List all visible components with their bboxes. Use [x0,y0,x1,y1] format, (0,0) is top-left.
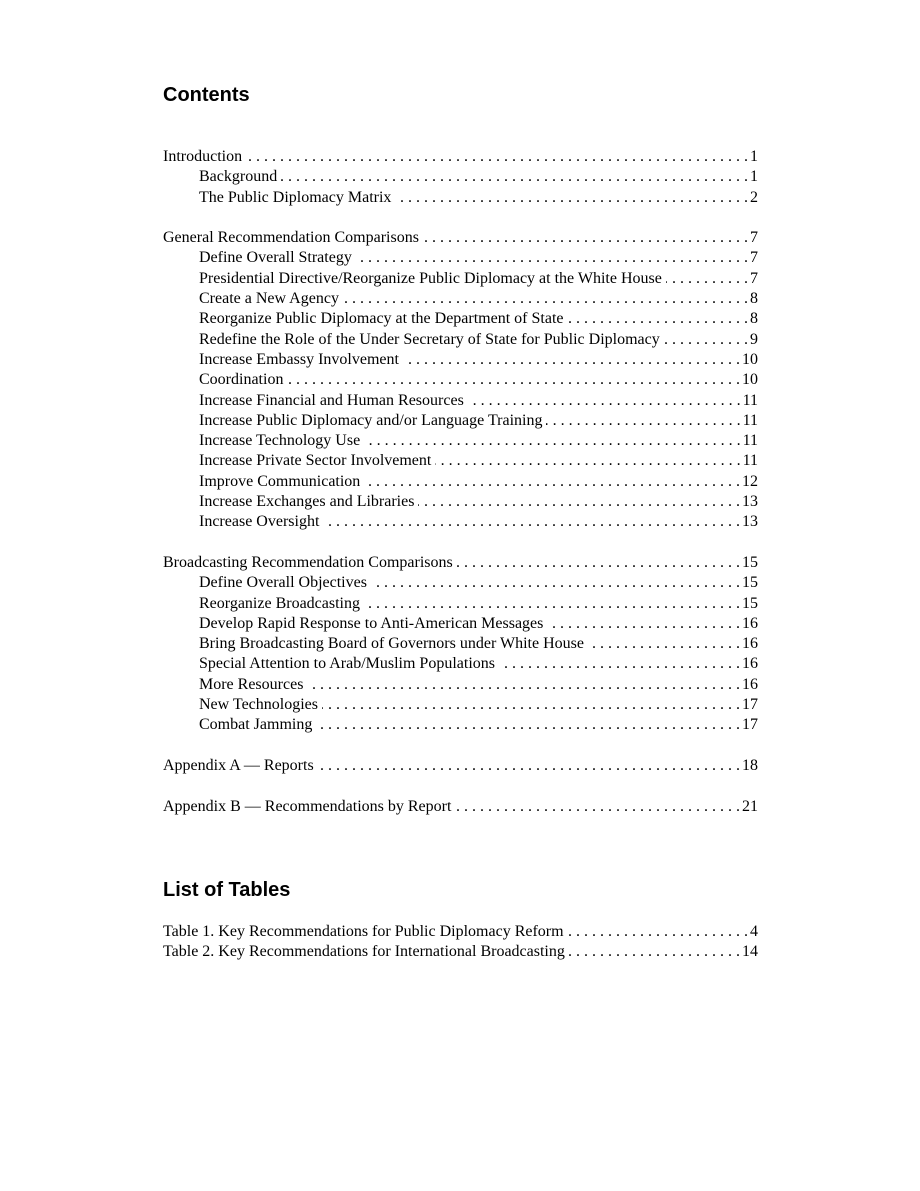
dot-leader [287,370,740,390]
toc-entry-label: Reorganize Broadcasting [199,594,360,612]
toc-entry-page-number: 8 [750,290,758,308]
toc-subentry[interactable] [163,431,758,451]
toc-group [163,756,758,776]
toc-subentry[interactable] [163,248,758,268]
toc-subentry[interactable] [163,167,758,187]
toc-entry-page-number: 13 [742,513,758,531]
toc-entry-label: Table 2. Key Recommendations for International Broadcasting [163,943,565,961]
toc-subentry[interactable] [163,492,758,512]
toc-entry-page-number: 16 [742,655,758,673]
toc-entry-page-number: 7 [750,229,758,247]
dot-leader [371,573,740,593]
toc-subentry[interactable] [163,594,758,614]
toc-entry[interactable] [163,797,758,817]
toc-subentry[interactable] [163,695,758,715]
dot-leader [418,492,740,512]
toc-entry-label: Increase Exchanges and Libraries [199,493,415,511]
contents-list [163,147,758,837]
toc-subentry[interactable] [163,391,758,411]
toc-entry-label: Define Overall Strategy [199,249,352,267]
toc-entry-page-number: 16 [742,675,758,693]
toc-entry-page-number: 10 [742,350,758,368]
toc-entry-label: Appendix B — Recommendations by Report [163,797,452,815]
table-list-entry[interactable] [163,942,758,962]
dot-leader [364,472,740,492]
toc-entry-page-number: 15 [742,594,758,612]
toc-entry-page-number: 10 [742,371,758,389]
toc-subentry[interactable] [163,269,758,289]
dot-leader [468,391,741,411]
dot-leader [343,289,748,309]
toc-subentry[interactable] [163,654,758,674]
dot-leader [318,756,740,776]
toc-entry-label: Special Attention to Arab/Muslim Populations [199,655,495,673]
toc-entry-label: Bring Broadcasting Board of Governors under White House [199,635,584,653]
toc-entry[interactable] [163,553,758,573]
dot-leader [499,654,740,674]
dot-leader [423,228,748,248]
toc-entry-page-number: 18 [742,756,758,774]
toc-subentry[interactable] [163,614,758,634]
toc-entry-page-number: 21 [742,797,758,815]
dot-leader [435,451,740,471]
toc-entry-label: Broadcasting Recommendation Comparisons [163,553,453,571]
toc-subentry[interactable] [163,573,758,593]
toc-subentry[interactable] [163,411,758,431]
toc-entry-page-number: 17 [742,696,758,714]
toc-entry-label: Table 1. Key Recommendations for Public Diplomacy Reform [163,923,564,940]
toc-entry-label: Appendix A — Reports [163,756,314,774]
toc-entry-label: The Public Diplomacy Matrix [199,188,392,206]
dot-leader [567,309,748,329]
toc-entry-page-number: 16 [742,614,758,632]
toc-entry-label: Background [199,168,278,186]
dot-leader [568,922,748,942]
toc-subentry[interactable] [163,512,758,532]
toc-entry-label: Increase Oversight [199,513,320,531]
toc-subentry[interactable] [163,634,758,654]
dot-leader [316,715,740,735]
toc-entry-label: More Resources [199,675,304,693]
dot-leader [281,167,748,187]
toc-entry-label: Increase Private Sector Involvement [199,452,432,470]
dot-leader [588,634,740,654]
toc-entry-page-number: 13 [742,493,758,511]
dot-leader [307,675,740,695]
toc-entry-page-number: 8 [750,310,758,328]
toc-entry-label: Increase Financial and Human Resources [199,391,464,409]
dot-leader [666,269,748,289]
toc-subentry[interactable] [163,675,758,695]
toc-entry-label: New Technologies [199,696,318,714]
table-list-entry[interactable] [163,922,758,942]
toc-entry[interactable] [163,147,758,167]
toc-entry-page-number: 11 [742,432,758,450]
toc-entry-label: Introduction [163,148,243,165]
toc-entry-page-number: 2 [750,188,758,206]
toc-entry-page-number: 7 [750,249,758,267]
dot-leader [547,614,740,634]
toc-group [163,797,758,817]
toc-entry-page-number: 7 [750,269,758,287]
toc-subentry[interactable] [163,289,758,309]
toc-entry-page-number: 15 [742,553,758,571]
toc-entry[interactable] [163,228,758,248]
toc-subentry[interactable] [163,309,758,329]
dot-leader [322,695,740,715]
toc-entry-page-number: 11 [742,452,758,470]
toc-entry-label: Create a New Agency [199,290,339,308]
toc-entry-label: Increase Public Diplomacy and/or Language Training [199,411,543,429]
toc-entry-label: Coordination [199,371,284,389]
dot-leader [246,147,748,167]
toc-entry-label: Define Overall Objectives [199,574,367,592]
toc-entry-page-number: 4 [750,923,758,940]
toc-entry-page-number: 11 [742,411,758,429]
toc-entry-label: Develop Rapid Response to Anti-American Messages [199,614,544,632]
toc-entry-page-number: 9 [750,330,758,348]
dot-leader [546,411,740,431]
toc-subentry[interactable] [163,188,758,208]
toc-entry-label: Increase Embassy Involvement [199,350,399,368]
toc-entry-page-number: 14 [742,943,758,961]
toc-entry-label: Redefine the Role of the Under Secretary of State for Public Diplomacy [199,330,660,348]
toc-entry-page-number: 12 [742,472,758,490]
toc-subentry[interactable] [163,370,758,390]
toc-entry-page-number: 16 [742,635,758,653]
toc-subentry[interactable] [163,715,758,735]
dot-leader [323,512,740,532]
dot-leader [395,188,748,208]
toc-entry-label: Increase Technology Use [199,432,361,450]
toc-subentry[interactable] [163,472,758,492]
dot-leader [664,330,748,350]
toc-entry-page-number: 1 [750,168,758,186]
toc-entry[interactable] [163,756,758,776]
toc-subentry[interactable] [163,330,758,350]
toc-entry-page-number: 17 [742,716,758,734]
toc-entry-label: General Recommendation Comparisons [163,229,419,247]
dot-leader [457,553,740,573]
toc-entry-page-number: 15 [742,574,758,592]
toc-subentry[interactable] [163,350,758,370]
toc-entry-page-number: 1 [750,148,758,165]
dot-leader [356,248,748,268]
toc-entry-label: Reorganize Public Diplomacy at the Department of State [199,310,564,328]
toc-group [163,553,758,736]
toc-group [163,147,758,208]
dot-leader [455,797,740,817]
list-of-tables [163,922,758,963]
dot-leader [569,942,740,962]
toc-entry-page-number: 11 [742,391,758,409]
contents-heading: Contents [163,84,250,106]
toc-subentry[interactable] [163,451,758,471]
dot-leader [364,594,740,614]
toc-group [163,228,758,532]
dot-leader [403,350,740,370]
list-of-tables-heading: List of Tables [163,879,291,901]
toc-entry-label: Presidential Directive/Reorganize Public Diplomacy at the White House [199,269,662,287]
toc-entry-label: Combat Jamming [199,716,313,734]
dot-leader [364,431,740,451]
toc-entry-label: Improve Communication [199,472,361,490]
